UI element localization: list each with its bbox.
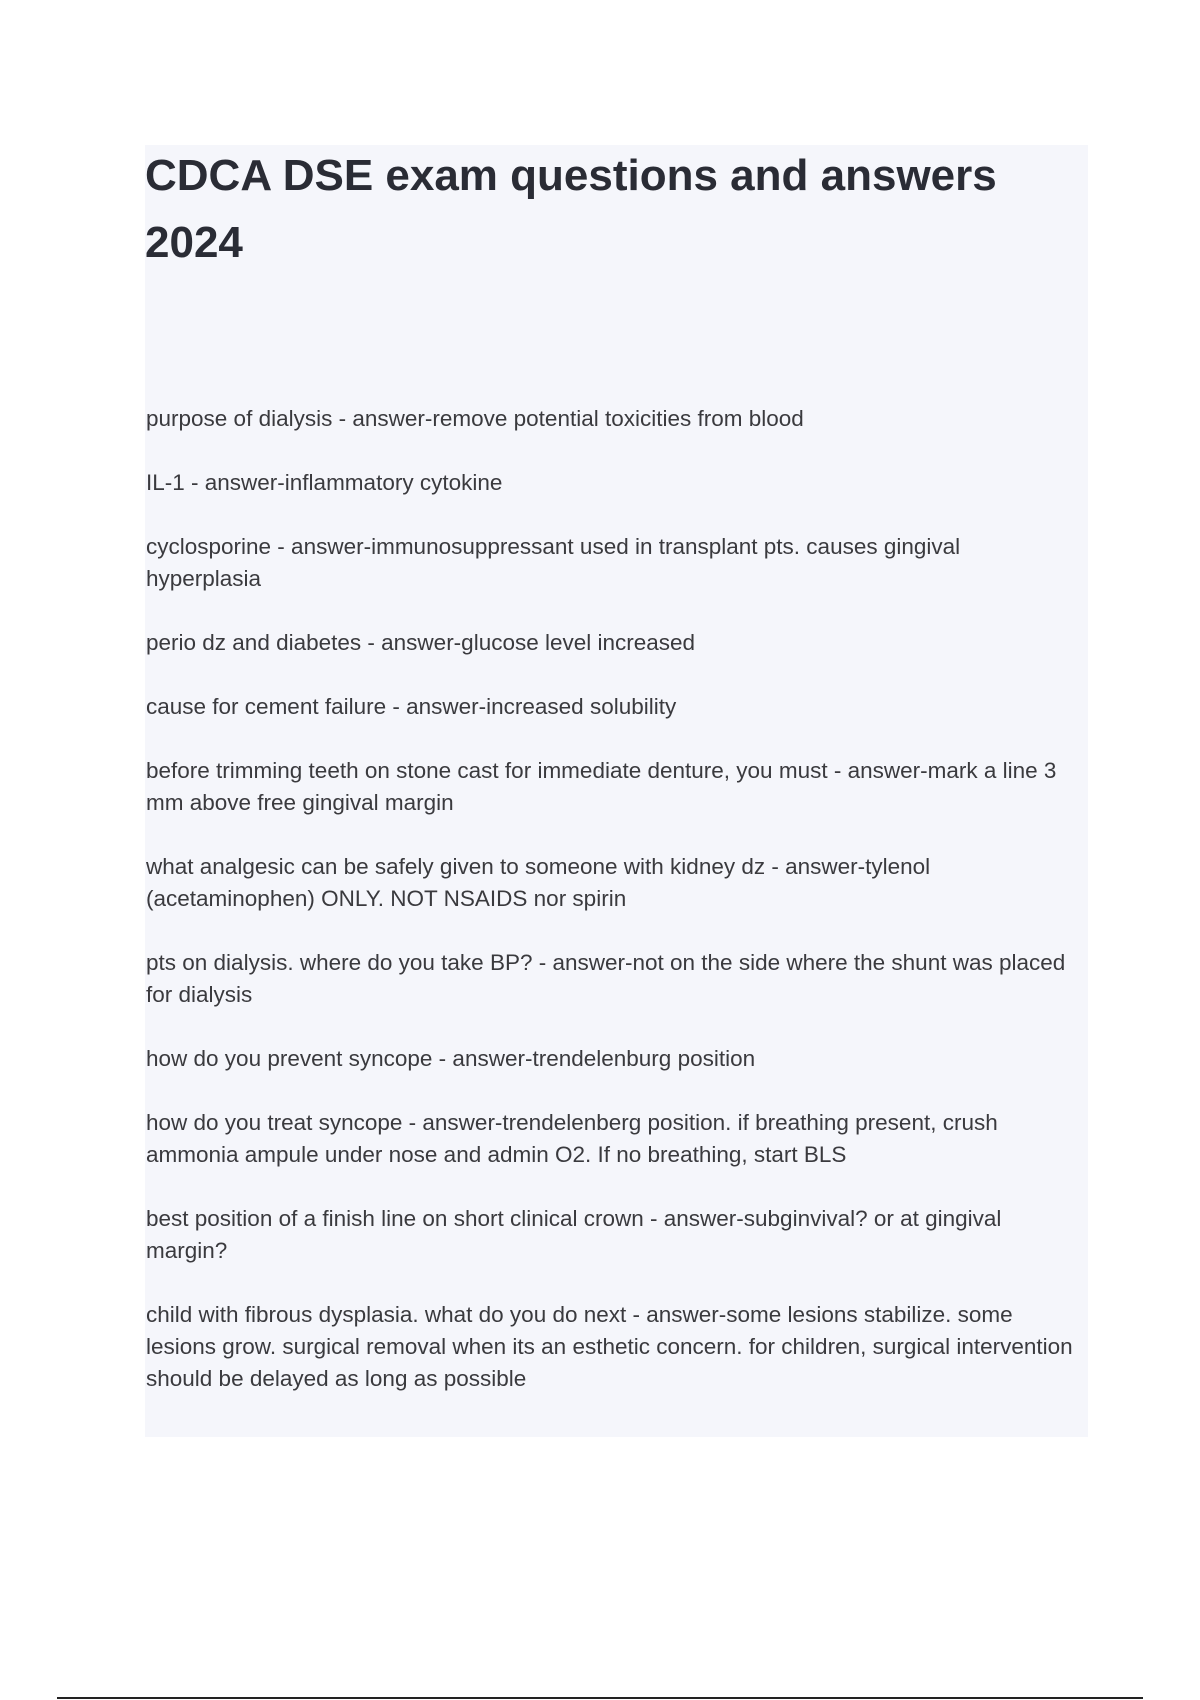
qa-item: how do you treat syncope - answer-trendelenberg position. if breathing present, crush ammonia ampule under nose and admin O2. If no breathing, start BLS xyxy=(146,1110,998,1167)
qa-item: what analgesic can be safely given to someone with kidney dz - answer-tylenol (acetaminophen) ONLY. NOT NSAIDS nor spirin xyxy=(146,854,931,911)
qa-item: best position of a finish line on short clinical crown - answer-subginvival? or at gingival margin? xyxy=(146,1206,1002,1263)
qa-item: purpose of dialysis - answer-remove potential toxicities from blood xyxy=(146,406,804,431)
qa-item: child with fibrous dysplasia. what do you do next - answer-some lesions stabilize. some lesions grow. surgical removal when its an esthetic concern. for children, surgical intervention should be delayed as long as possible xyxy=(146,1302,1073,1391)
qa-item: IL-1 - answer-inflammatory cytokine xyxy=(146,470,503,495)
qa-item: pts on dialysis. where do you take BP? - answer-not on the side where the shunt was placed for dialysis xyxy=(146,950,1066,1007)
qa-item: perio dz and diabetes - answer-glucose level increased xyxy=(146,630,696,655)
qa-list xyxy=(146,403,1081,1427)
footer-divider xyxy=(57,1697,1143,1699)
document-title: CDCA DSE exam questions and answers 2024 xyxy=(145,151,997,267)
qa-item: cyclosporine - answer-immunosuppressant used in transplant pts. causes gingival hyperplasia xyxy=(146,534,961,591)
qa-item: cause for cement failure - answer-increased solubility xyxy=(146,694,677,719)
qa-item: how do you prevent syncope - answer-trendelenburg position xyxy=(146,1046,756,1071)
qa-item: before trimming teeth on stone cast for immediate denture, you must - answer-mark a line 3 mm above free gingival margin xyxy=(146,758,1057,815)
